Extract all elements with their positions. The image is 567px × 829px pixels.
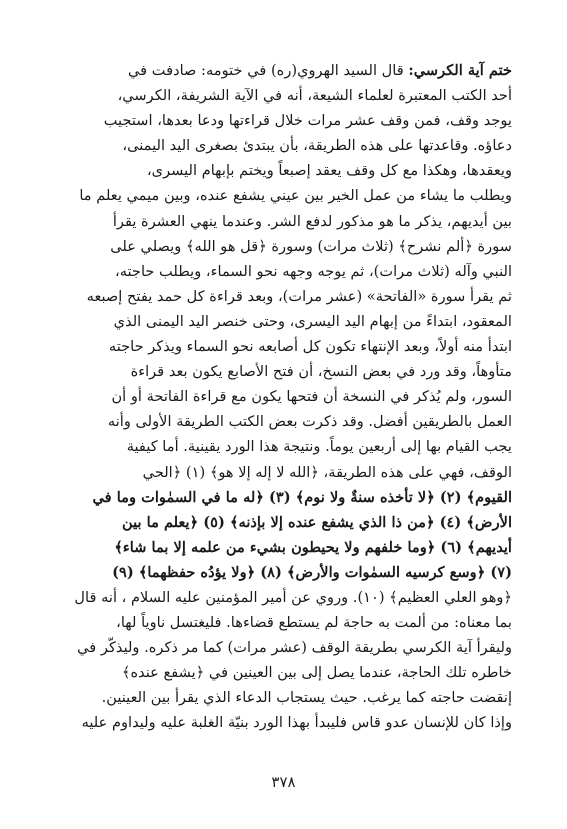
text-line: السور، ولم يُذكر في النسخة أن فتحها يكون مع قراءة الفاتحة أو أن	[111, 388, 512, 406]
body-text	[72, 58, 512, 736]
text-line: متأوهاً، وقد ورد في بعض النسخ، أن فتح الأصابع يكون بعد قراءة	[130, 363, 512, 381]
text-line: (٧) ﴿وسع كرسيه السمٰوات والأرض﴾ (٨) ﴿ولا يؤدُه حفظهما﴾ (٩)	[112, 563, 512, 581]
text-line: بما معناه: من ألمت به حاجة لم يستطع قضاءها. فليغتسل ناوياً لها،	[116, 614, 512, 632]
text-line: دعاؤه. وقاعدتها على هذه الطريقة، بأن يبتدئ بصغرى اليد اليمنى،	[122, 137, 512, 155]
text-line: بين أيديهم، يذكر ما هو مذكور لدفع الشر. وعندما ينهي العشرة يقرأ	[112, 212, 512, 230]
text-line: ﴿وهو العلي العظيم﴾ (١٠). وروي عن أمير المؤمنين عليه السلام ، أنه قال	[74, 588, 512, 606]
text-line: المعقود، ابتداءً من إبهام اليد اليسرى، وحتى خنصر اليد اليمنى الذي	[113, 312, 512, 330]
text-line: خاطره تلك الحاجة، عندما يصل إلى بين العينين في ﴿يشفع عنده﴾	[121, 664, 512, 682]
text-line: الأرض﴾ (٤) ﴿من ذا الذي يشفع عنده إلا بإذنه﴾ (٥) ﴿يعلم ما بين	[121, 513, 512, 531]
text-line: سورة ﴿ألم نشرح﴾ (ثلاث مرات) وسورة ﴿قل هو الله﴾ ويصلي على	[110, 237, 512, 255]
text-line: ثم يقرأ سورة «الفاتحة» (عشر مرات)، وبعد قراءة كل حمد يفتح إصبعه	[86, 287, 512, 305]
text-line: وليقرأ آية الكرسي بطريقة الوقف (عشر مرات) كما مر ذكره. وليذكّر في	[77, 639, 512, 657]
text-line: يوجد وقف، فمن وقف عشر مرات خلال قراءتها ودعا بعدها، استجيب	[103, 112, 512, 130]
text-line: الوقف، فهي على هذه الطريقة، ﴿الله لا إله إلا هو﴾ (١) ﴿الحي	[142, 463, 512, 481]
text-line-content: قال السيد الهروي(ره) في ختومه: صادفت في	[127, 62, 409, 79]
text-line: القيوم﴾ (٢) ﴿لا تأخذه سنةٌ ولا نوم﴾ (٣) ﴿له ما في السمٰوات وما في	[92, 488, 512, 506]
text-line: إنقضت حاجته كما يرغب. حيث يستجاب الدعاء الذي يقرأ بين العينين.	[101, 689, 512, 707]
text-line: أيديهم﴾ (٦) ﴿وما خلفهم ولا يحيطون بشيء من علمه إلا بما شاء﴾	[114, 538, 512, 556]
text-line	[72, 58, 512, 83]
text-line: ويعقدها، وهكذا مع كل وقف يعقد إصبعاً ويختم بإبهام اليسرى،	[146, 162, 512, 180]
text-line: ويطلب ما يشاء من عمل الخير بين عيني يشفع عنده، وبين ميمي يعلم ما	[79, 187, 512, 205]
text-line: النبي وآله (ثلاث مرات)، ثم يوجه وجهه نحو السماء، ويطلب حاجته،	[114, 262, 512, 280]
text-line: أحد الكتب المعتبرة لعلماء الشيعة، أنه في الآية الشريفة، الكرسي،	[117, 87, 512, 105]
text-line: يجب القيام بها إلى أربعين يوماً. ونتيجة هذا الورد يقينية. أما كيفية	[126, 438, 512, 456]
page-number: ٣٧٨	[271, 773, 296, 791]
section-heading: ختم آية الكرسي:	[408, 62, 512, 79]
text-line: وإذا كان للإنسان عدو قاس فليبدأ بهذا الورد بنيّة الغلبة عليه وليداوم عليه	[81, 714, 512, 732]
text-line: العمل بالطريقين أفضل. وقد ذكرت بعض الكتب الطريقة الأولى وأنه	[107, 413, 512, 431]
text-line: ابتدأ منه أولاً، وبعد الإنتهاء تكون كل أصابعه نحو السماء ويذكر حاجته	[108, 338, 512, 356]
